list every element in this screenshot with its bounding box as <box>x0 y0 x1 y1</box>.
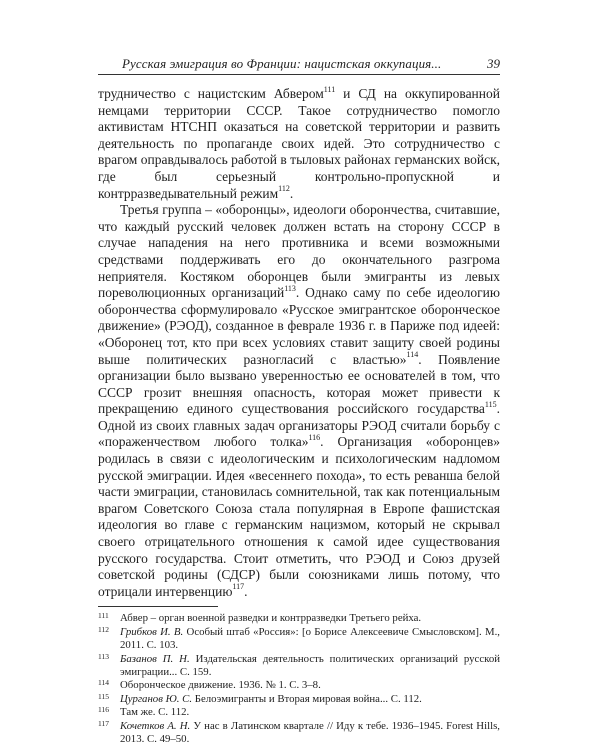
paragraph-text: и СД на оккупированной немцами территории СССР. Такое сотрудничество помогло активистам НТСНП оказаться на советской территории и развить деятельность по пропаганде своих идей. Это сотрудничество с врагом оправдывалось работой в тыловых районах германских войск, где был серьезный контрольно-пропускной и контрразведывательный режим <box>98 86 500 201</box>
paragraph <box>98 202 500 600</box>
footnote-ref: 113 <box>284 283 296 293</box>
footnote: 112 Грибков И. В. Особый штаб «Россия»: [о Борисе Алексеевиче Смысловском]. М., 2011. С. 103. <box>98 624 500 652</box>
paragraph-text: . <box>289 185 294 201</box>
running-head: Русская эмиграция во Франции: нацистская оккупация... <box>122 56 442 71</box>
footnote-ref: 116 <box>308 432 321 442</box>
footnote-text: Там же. С. 112. <box>120 706 190 719</box>
paragraph-text: . <box>244 583 248 599</box>
footnote: 111 Абвер – орган военной разведки и контрразведки Третьего рейха. <box>98 611 422 625</box>
paragraph-text: . Однако саму по себе идеологию оборончества сформулировало «Русское эмигрантское оборонческое движение» (РЭОД), созданное в феврале 1936 г. в Париже под идеей: «Оборонец тот, кто при всех условиях ставит защиту своей родины выше политических разногласий с властью» <box>98 285 500 367</box>
footnote-author: Грибков И. В. <box>120 625 184 638</box>
footnote-text: Оборонческое движение. 1936. № 1. С. 3–8. <box>120 679 321 692</box>
footnote-author: Цурганов Ю. С. <box>120 692 193 705</box>
footnote-ref: 115 <box>484 399 497 409</box>
footnote: 115 Цурганов Ю. С. Белоэмигранты и Вторая мировая война... С. 112. <box>98 691 422 705</box>
footnote-separator <box>98 606 218 607</box>
paragraph-text: . Организация «оборонцев» родилась в связи с идеологическим и психологическим надломом русской эмиграции. Идея «весеннего похода», то есть реванша белой части эмиграции, становилась сомнительной, так как потенциальным врагом Советского Союза стала популярная в Европе фашистская идеология во главе с германским нацизмом, который не скрывал своего отрицательного отношения к самой идее существования русского государства. Стоит отметить, что РЭОД и Союз друзей советской родины (СДСР) были союзниками лишь потому, что отрицали интервенцию <box>98 434 500 599</box>
footnote-text: Особый штаб «Россия»: [о Борисе Алексеевиче Смысловском]. М., 2011. С. 103. <box>120 625 500 652</box>
footnote: 114 Оборонческое движение. 1936. № 1. С. 3–8. <box>98 678 321 692</box>
footnote-text: У нас в Латинском квартале // Иду к тебе. 1936–1945. Forest Hills, 2013. С. 49–50. <box>120 719 500 746</box>
footnote: 116 Там же. С. 112. <box>98 705 190 719</box>
footnote-author: Базанов П. Н. <box>120 652 190 665</box>
paragraph-text: трудничество с нацистским Абвером <box>98 86 324 101</box>
footnote-ref: 117 <box>232 582 245 592</box>
book-page <box>98 52 500 746</box>
footnote-author: Кочетков А. Н. <box>120 719 191 732</box>
footnote-ref: 111 <box>323 84 336 94</box>
footnotes <box>98 612 500 746</box>
paragraph-text: Третья группа – «оборонцы», идеологи оборончества, считавшие, что каждый русский человек должен встать на сторону СССР в случае нападения на него противника и всеми возможными средствами поддерживать его до окончательного разгрома неприятеля. Костяком оборонцев были эмигранты из левых пореволюционных организаций <box>98 202 500 301</box>
footnote-ref: 112 <box>278 184 290 194</box>
footnote-text: Белоэмигранты и Вторая мировая война... С. 112. <box>192 692 422 705</box>
footnote: 113 Базанов П. Н. Издательская деятельность политических организаций русской эмиграции... С. 159. <box>98 651 500 679</box>
footnote-ref: 114 <box>406 350 419 359</box>
body-text <box>98 86 500 600</box>
footnote-text: Издательская деятельность политических организаций русской эмиграции... С. 159. <box>120 652 500 679</box>
page-number: 39 <box>487 56 500 71</box>
footnote: 117 Кочетков А. Н. У нас в Латинском квартале // Иду к тебе. 1936–1945. Forest Hills, 2013. С. 49–50. <box>98 718 500 746</box>
footnote-text: Абвер – орган военной разведки и контрразведки Третьего рейха. <box>120 612 422 625</box>
paragraph <box>98 86 500 202</box>
header-rule <box>98 74 500 75</box>
page-header <box>98 52 500 78</box>
paragraph-text: . Одной из своих главных задач организаторы РЭОД считали борьбу с «пораженчеством любого толка» <box>98 401 500 450</box>
paragraph-text: . Появление организации было вызвано уверенностью ее основателей в том, что СССР грозит внешняя опасность, которая может привести к прекращению единого существования российского государства <box>98 351 500 417</box>
